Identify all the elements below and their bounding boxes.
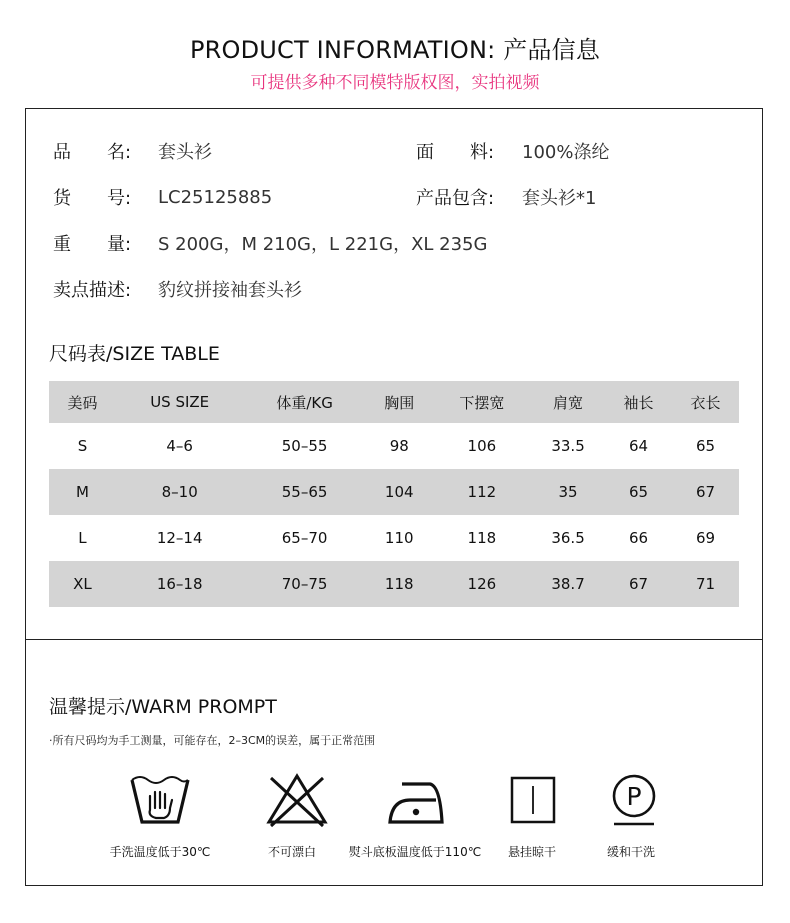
table-row [49,469,739,515]
package-label: 产品包含: [416,188,495,209]
info-package-row [416,184,596,210]
table-cell: 4–6 [166,437,193,455]
warm-prompt-heading: 温馨提示/WARM PROMPT [49,696,277,718]
table-cell: 38.7 [531,561,605,607]
info-weight-row [53,230,487,256]
package-value: 套头衫*1 [522,188,597,209]
table-cell: XL [49,561,116,607]
info-sku-row [53,184,272,210]
table-cell: 69 [695,529,716,547]
table-cell: 8–10 [116,469,243,515]
table-cell: 64 [628,437,649,455]
weight-value: S 200G，M 210G，L 221G，XL 235G [158,234,488,255]
sku-value: LC25125885 [158,186,273,208]
col-weight: 体重/KG [243,381,365,423]
table-cell: M [49,469,116,515]
fabric-value: 100%涤纶 [522,142,610,163]
table-cell: 35 [531,469,605,515]
size-table-header-row [49,381,739,423]
page-subtitle: 可提供多种不同模特版权图，实拍视频 [250,73,540,93]
sku-label: 货 号: [53,188,132,209]
table-cell: 71 [672,561,739,607]
care-label-line-dry: 悬挂晾干 [507,845,556,859]
table-cell: 67 [605,561,672,607]
table-cell: 16–18 [116,561,243,607]
svg-text:P: P [626,782,642,811]
table-cell: 70–75 [243,561,365,607]
table-cell: 36.5 [551,529,585,547]
name-label: 品 名: [53,142,132,163]
size-table-heading: 尺码表/SIZE TABLE [49,343,220,365]
table-cell: 112 [433,469,531,515]
care-label-dry-clean: 缓和干洗 [606,845,655,859]
section-divider [25,639,763,640]
table-cell: 67 [672,469,739,515]
care-label-iron: 熨斗底板温度低于110℃ [348,845,482,859]
table-cell: 65 [605,469,672,515]
col-length: 衣长 [672,381,739,423]
table-cell: 104 [366,469,433,515]
table-cell: 65–70 [281,529,328,547]
iron-low-icon [384,770,448,830]
table-row [49,423,739,469]
table-cell: 33.5 [551,437,585,455]
table-cell: 126 [433,561,531,607]
care-item-hand-wash [85,770,235,830]
selling-value: 豹纹拼接袖套头衫 [158,280,302,301]
hand-wash-icon [128,770,192,830]
col-sleeve: 袖长 [605,381,672,423]
care-label-hand-wash: 手洗温度低于30℃ [109,845,211,859]
no-bleach-icon [265,770,329,830]
table-cell: 66 [628,529,649,547]
name-value: 套头衫 [158,142,212,163]
care-item-dry-clean [559,770,709,830]
care-label-no-bleach: 不可漂白 [267,845,316,859]
col-hem: 下摆宽 [433,381,531,423]
page-title: PRODUCT INFORMATION: 产品信息 [189,36,601,64]
table-cell: 55–65 [243,469,365,515]
table-cell: 98 [389,437,409,455]
col-bust: 胸围 [366,381,433,423]
table-cell: 106 [467,437,497,455]
weight-label: 重 量: [53,234,132,255]
info-selling-row [53,276,302,302]
info-fabric-row [416,138,609,164]
table-cell: 118 [366,561,433,607]
table-cell: 118 [467,529,497,547]
size-table [49,381,739,607]
info-name-row [53,138,212,164]
table-cell: 12–14 [156,529,203,547]
table-cell: L [78,529,87,547]
col-us-code: 美码 [49,381,116,423]
selling-label: 卖点描述: [53,280,132,301]
col-shoulder: 肩宽 [531,381,605,423]
table-cell: 50–55 [281,437,328,455]
table-row [49,515,739,561]
table-cell: 110 [384,529,414,547]
table-cell: 65 [695,437,716,455]
table-cell: S [77,437,88,455]
measurement-note: ·所有尺码均为手工测量，可能存在，2–3CM的误差，属于正常范围 [49,734,376,747]
col-us-size: US SIZE [116,381,243,423]
fabric-label: 面 料: [416,142,495,163]
dry-clean-p-icon [602,770,666,830]
table-row [49,561,739,607]
line-dry-icon [501,770,565,830]
